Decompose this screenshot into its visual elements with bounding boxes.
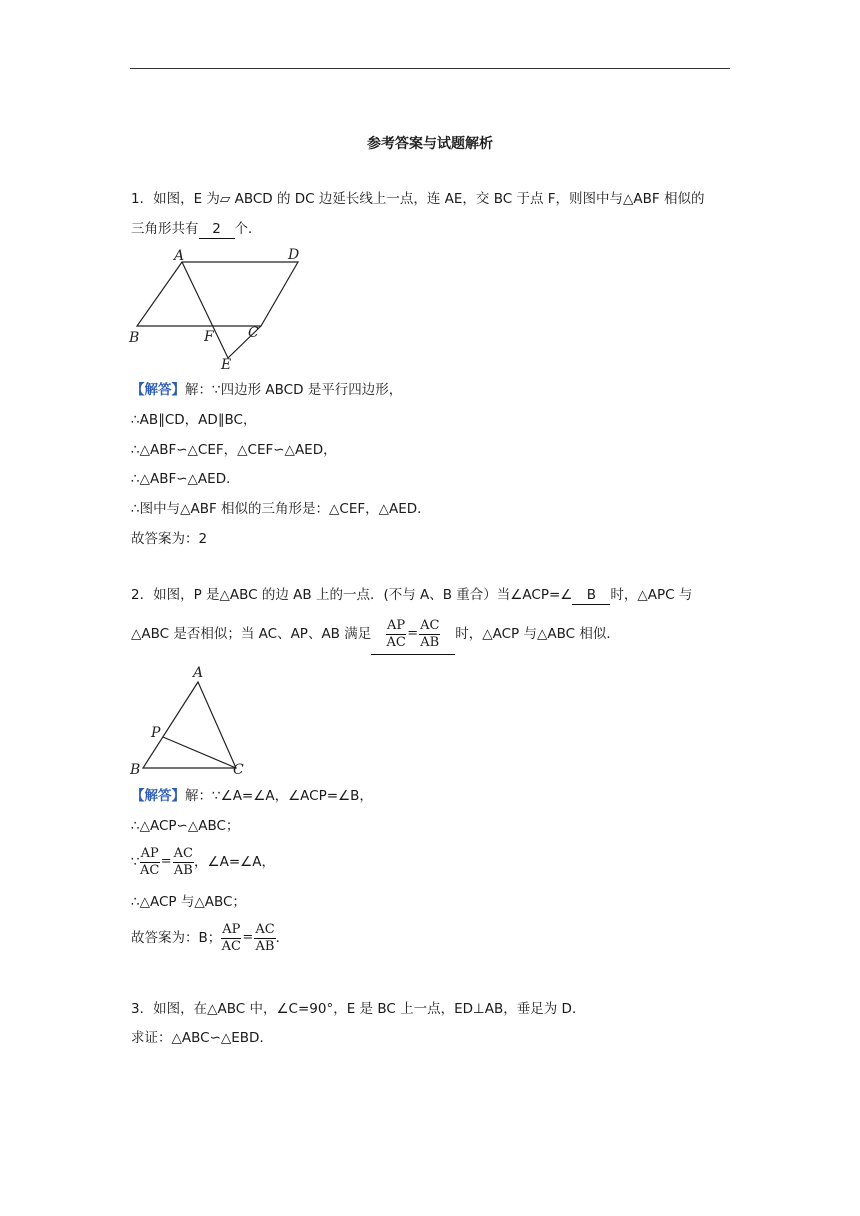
q2-stem-suffix: 时，△APC 与 <box>610 587 693 603</box>
q1-solution-line1 <box>131 381 402 399</box>
header-rule <box>130 68 730 69</box>
segment-pc <box>163 737 236 768</box>
label-c: C <box>233 762 244 778</box>
q2-solution-text1: 解：∵∠A=∠A，∠ACP=∠B， <box>185 788 373 804</box>
q1-answer-blank: 2 <box>199 220 235 239</box>
q1-stem-suffix: 个． <box>234 221 262 237</box>
label-c: C <box>248 325 259 341</box>
equals-sign: = <box>407 626 419 641</box>
q2-answer2-fraction <box>386 614 440 654</box>
q1-stem-line1: 1．如图，E 为▱ ABCD 的 DC 边延长线上一点，连 AE，交 BC 于点 F，则图中与△ABF 相似的 <box>131 191 705 207</box>
q1-solution-line3: ∴△ABF∽△CEF，△CEF∽△AED， <box>131 442 337 458</box>
parallelogram-abcd <box>137 262 298 326</box>
label-e: E <box>221 357 232 373</box>
q2-answer1-blank: B <box>572 586 610 605</box>
label-d: D <box>288 247 300 263</box>
q2-stem-line2-suffix: 时，△ACP 与△ABC 相似． <box>455 626 620 642</box>
fraction-denominator: AC <box>139 862 160 878</box>
fraction-denominator: AB <box>255 938 275 954</box>
q2-solution-line3 <box>131 842 275 884</box>
q1-solution-line6: 故答案为：2 <box>131 531 208 547</box>
q2-stem-line1 <box>131 586 692 605</box>
label-b: B <box>130 762 141 778</box>
segment-ae-ce <box>182 262 261 358</box>
q2-solution-line4: ∴△ACP 与△ABC； <box>131 894 246 910</box>
label-a: A <box>174 248 185 264</box>
q2-solution-fraction <box>140 842 194 882</box>
label-p: P <box>151 725 161 741</box>
q1-parallelogram-figure <box>125 243 315 373</box>
q2-solution-line1 <box>131 787 373 805</box>
page-title: 参考答案与试题解析 <box>367 136 493 152</box>
q1-stem-line2 <box>131 220 262 239</box>
q2-solution-text3: ，∠A=∠A， <box>193 854 275 870</box>
fraction-denominator: AC <box>386 634 406 650</box>
fraction-numerator: AC <box>173 845 193 861</box>
q1-solution-line4: ∴△ABF∽△AED． <box>131 471 240 487</box>
q2-stem-line2 <box>131 614 620 656</box>
q2-stem-line2-prefix: △ABC 是否相似；当 AC、AP、AB 满足 <box>131 626 372 642</box>
q3-stem-line1: 3．如图，在△ABC 中，∠C=90°，E 是 BC 上一点，ED⊥AB，垂足为 D． <box>131 1001 586 1017</box>
fraction-numerator: AP <box>140 845 159 861</box>
label-f: F <box>204 329 214 345</box>
equals-sign: = <box>160 854 172 869</box>
label-a: A <box>193 665 204 681</box>
q1-solution-line2: ∴AB∥CD，AD∥BC， <box>131 412 257 428</box>
q1-solution-text1: 解：∵四边形 ABCD 是平行四边形， <box>185 382 403 398</box>
fraction-denominator: AB <box>420 634 440 650</box>
q2-answer2-blank <box>371 614 455 655</box>
q2-solution-text5: 故答案为：B； <box>131 930 222 946</box>
q2-stem-prefix: 2．如图，P 是△ABC 的边 AB 上的一点．(不与 A、B 重合）当∠ACP=∠ <box>131 587 573 603</box>
fraction-numerator: AC <box>255 921 275 937</box>
fraction-numerator: AP <box>387 617 406 633</box>
q3-stem-line2: 求证：△ABC∽△EBD． <box>131 1030 273 1046</box>
q2-final-fraction <box>221 918 275 958</box>
q1-solution-line5: ∴图中与△ABF 相似的三角形是：△CEF，△AED． <box>131 501 431 517</box>
q2-solution-tag: 【解答】 <box>131 788 185 804</box>
q1-stem-prefix: 三角形共有 <box>131 221 199 237</box>
q1-solution-tag: 【解答】 <box>131 382 185 398</box>
q2-solution-line2: ∴△ACP∽△ABC； <box>131 818 240 834</box>
q2-solution-line5 <box>131 918 289 960</box>
equals-sign: = <box>242 930 254 945</box>
period-mark: ． <box>275 930 290 946</box>
because-symbol: ∵ <box>131 854 140 870</box>
label-b: B <box>129 330 140 346</box>
q2-triangle-figure <box>125 660 255 780</box>
fraction-numerator: AP <box>222 921 241 937</box>
fraction-denominator: AB <box>173 862 193 878</box>
fraction-denominator: AC <box>221 938 241 954</box>
fraction-numerator: AC <box>420 617 440 633</box>
